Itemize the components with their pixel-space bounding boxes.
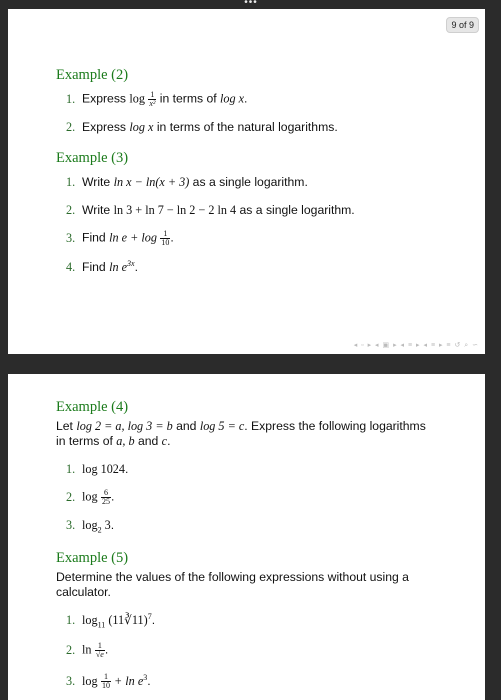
example-2-item-1: 1. Express log $\frac{1}{\text{x²}}$ in terms of log x. — [66, 90, 248, 108]
example-5-intro: Determine the values of the following expressions without using a calculator. — [56, 570, 409, 599]
example-3-item-2: 2. Write ln 3 + ln 7 − ln 2 − 2 ln 4 as a single logarithm. — [66, 203, 355, 217]
example-4-item-2: 2. log $\frac{6}{25}$ . — [66, 488, 115, 506]
example-3-item-4: 4. Find $\ln e^{3x}$. — [66, 259, 138, 275]
example-4-item-1: 1. log 1024. — [66, 462, 129, 476]
example-4-title: Example (4) — [56, 399, 129, 415]
example-3-title: Example (3) — [56, 150, 129, 166]
example-5-item-1: 1. $\log_{11}$ (11∛11)$^7$. — [66, 612, 156, 630]
example-4-intro: Let log 2 = a, log 3 = b and log 5 = c. Express the following logarithms in terms of a, b and c. — [56, 419, 426, 448]
example-4-item-3: 3. $\log_2 3$. — [66, 518, 115, 535]
example-5-item-3: 3. log $\frac{1}{10}$ + $\ln e^3$. — [66, 672, 151, 691]
example-3-item-3: 3. Find ln e + log $\frac{1}{10}$ . — [66, 229, 174, 247]
example-5-title: Example (5) — [56, 550, 129, 566]
slide-1 — [8, 9, 485, 354]
slide-2 — [8, 374, 485, 700]
example-2-title: Example (2) — [56, 67, 129, 83]
beamer-navigation-bar[interactable]: ◂ ▫ ▸ ◂ ▣ ▸ ◂ ≡ ▸ ◂ ≡ ▸ ≡ ↺ ⌕ ∽ — [353, 342, 479, 349]
page-counter-badge: 9 of 9 — [446, 17, 479, 33]
example-2-item-2: 2. Express log x in terms of the natural logarithms. — [66, 120, 338, 134]
example-3-item-1: 1. Write ln x − ln(x + 3) as a single logarithm. — [66, 175, 308, 189]
example-5-item-2: 2. ln $\frac{1}{√e}$ . — [66, 641, 109, 659]
window-grip-dots[interactable]: ••• — [244, 0, 258, 8]
